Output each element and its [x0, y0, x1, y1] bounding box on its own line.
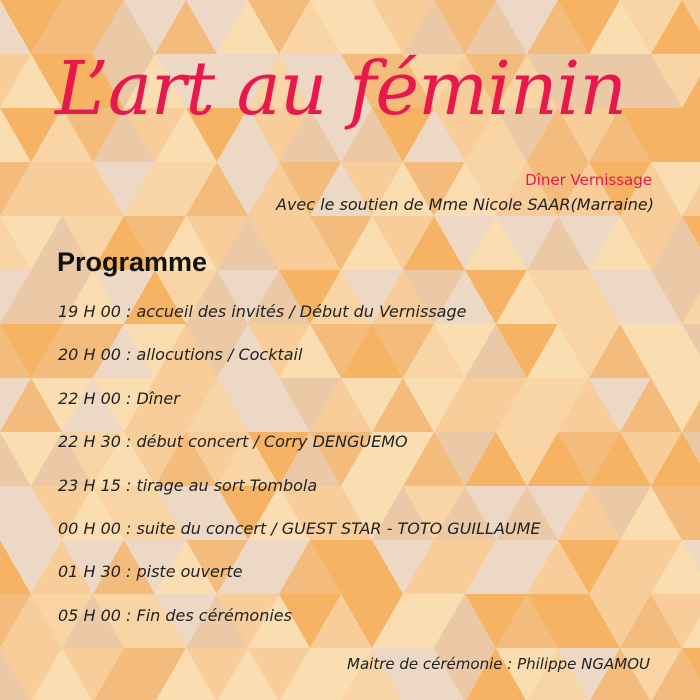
programme-item: 20 H 00 : allocutions / Cocktail	[58, 345, 303, 365]
event-subtitle: Dîner Vernissage	[525, 171, 652, 189]
programme-item: 23 H 15 : tirage au sort Tombola	[58, 475, 318, 495]
programme-item: 19 H 00 : accueil des invités / Début du Vernissage	[58, 302, 467, 321]
programme-item: 05 H 00 : Fin des cérémonies	[58, 605, 292, 625]
event-title: L’art au féminin	[55, 46, 626, 132]
programme-item: 00 H 00 : suite du concert / GUEST STAR - TOTO GUILLAUME	[58, 518, 541, 538]
programme-item: 01 H 30 : piste ouverte	[58, 562, 243, 582]
programme-item: 22 H 00 : Dîner	[58, 388, 180, 408]
programme-item: 22 H 30 : début concert / Corry DENGUEMO	[58, 432, 408, 452]
sponsor-line: Avec le soutien de Mme Nicole SAAR(Marraine)	[276, 195, 654, 214]
programme-list	[58, 301, 541, 648]
master-of-ceremony: Maitre de cérémonie : Philippe NGAMOU	[347, 655, 650, 673]
programme-heading: Programme	[57, 247, 208, 277]
